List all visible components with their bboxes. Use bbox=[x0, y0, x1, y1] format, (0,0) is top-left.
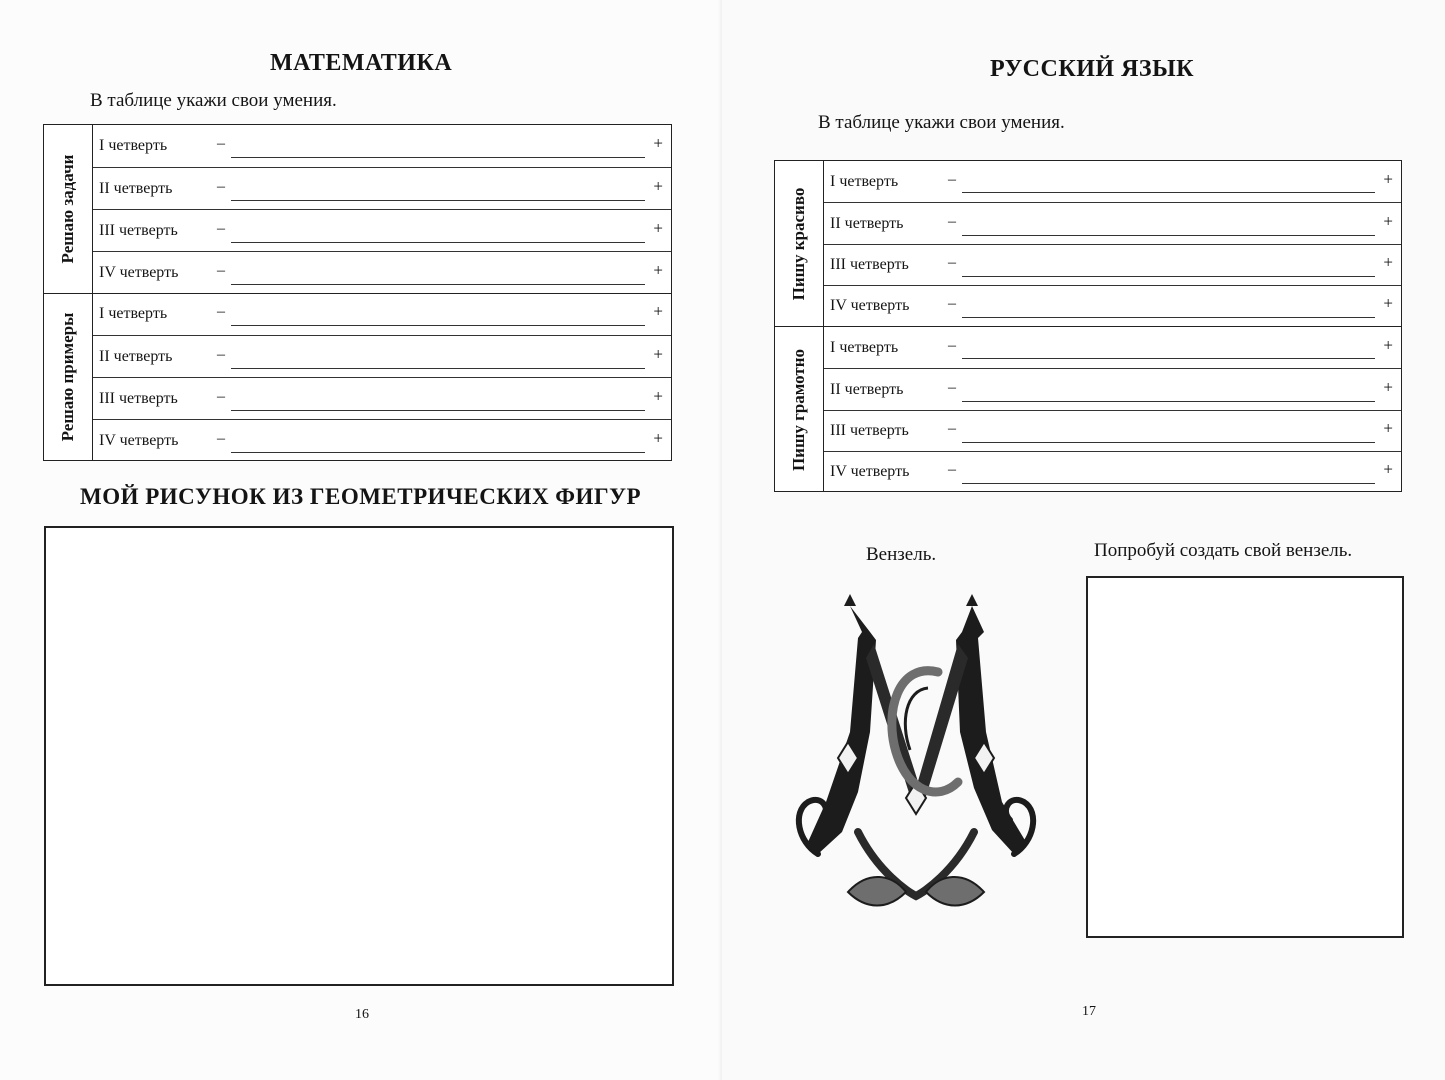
monogram-caption: Вензель. bbox=[866, 544, 937, 565]
rating-scale-line[interactable] bbox=[962, 317, 1375, 318]
quarter-label: I четверть bbox=[99, 305, 168, 323]
minus-sign: – bbox=[217, 219, 225, 237]
quarter-label: I четверть bbox=[830, 338, 899, 356]
page-number-right: 17 bbox=[1082, 1004, 1096, 1019]
monogram-c-inner bbox=[905, 688, 928, 750]
rating-scale-line[interactable] bbox=[962, 235, 1375, 236]
monogram-left-finial bbox=[844, 594, 856, 606]
minus-sign: – bbox=[948, 295, 956, 313]
skill-row bbox=[93, 125, 671, 167]
minus-sign: – bbox=[217, 135, 225, 153]
plus-sign: + bbox=[653, 302, 663, 322]
plus-sign: + bbox=[1383, 418, 1393, 438]
rating-scale-line[interactable] bbox=[231, 200, 645, 201]
monogram-drawing-area[interactable] bbox=[1086, 576, 1404, 938]
rating-scale-line[interactable] bbox=[962, 276, 1375, 277]
plus-sign: + bbox=[1383, 293, 1393, 313]
page-number-left: 16 bbox=[355, 1007, 369, 1022]
skill-group-label-cell bbox=[775, 327, 824, 492]
quarter-label: II четверть bbox=[830, 214, 904, 232]
plus-sign: + bbox=[653, 344, 663, 364]
plus-sign: + bbox=[653, 260, 663, 280]
rating-scale-line[interactable] bbox=[231, 325, 645, 326]
skill-group bbox=[44, 293, 671, 462]
plus-sign: + bbox=[653, 133, 663, 153]
plus-sign: + bbox=[1383, 335, 1393, 355]
skill-group-label: Решаю примеры bbox=[58, 312, 77, 442]
monogram-right-finial bbox=[966, 594, 978, 606]
plus-sign: + bbox=[653, 176, 663, 196]
minus-sign: – bbox=[217, 303, 225, 321]
quarter-label: II четверть bbox=[99, 179, 173, 197]
rating-scale-line[interactable] bbox=[962, 442, 1375, 443]
skill-row bbox=[824, 451, 1401, 493]
minus-sign: – bbox=[948, 213, 956, 231]
skill-row bbox=[824, 202, 1401, 244]
quarter-label: III четверть bbox=[830, 256, 909, 274]
drawing-title: МОЙ РИСУНОК ИЗ ГЕОМЕТРИЧЕСКИХ ФИГУР bbox=[80, 484, 642, 509]
skill-row bbox=[93, 419, 671, 462]
quarter-label: III четверть bbox=[99, 221, 178, 239]
skill-group-label-cell bbox=[44, 125, 93, 293]
plus-sign: + bbox=[1383, 211, 1393, 231]
quarter-label: IV четверть bbox=[830, 463, 910, 481]
quarter-label: IV четверть bbox=[830, 297, 910, 315]
skills-table-russian bbox=[774, 160, 1402, 492]
rating-scale-line[interactable] bbox=[231, 368, 645, 369]
skill-row bbox=[824, 368, 1401, 410]
minus-sign: – bbox=[217, 346, 225, 364]
quarter-label: II четверть bbox=[99, 348, 173, 366]
rating-scale-line[interactable] bbox=[962, 358, 1375, 359]
minus-sign: – bbox=[948, 379, 956, 397]
minus-sign: – bbox=[948, 420, 956, 438]
skill-group bbox=[44, 125, 671, 293]
left-page bbox=[0, 0, 722, 1080]
skill-group-label-cell bbox=[44, 294, 93, 462]
skill-row bbox=[93, 377, 671, 420]
right-page bbox=[722, 0, 1445, 1080]
minus-sign: – bbox=[948, 254, 956, 272]
plus-sign: + bbox=[653, 428, 663, 448]
skill-row bbox=[93, 294, 671, 336]
skill-group bbox=[775, 161, 1401, 326]
minus-sign: – bbox=[948, 461, 956, 479]
skill-row bbox=[824, 410, 1401, 452]
minus-sign: – bbox=[217, 178, 225, 196]
skill-group-label: Пишу красиво bbox=[789, 187, 808, 300]
rating-scale-line[interactable] bbox=[231, 157, 645, 158]
plus-sign: + bbox=[653, 386, 663, 406]
skill-row bbox=[93, 335, 671, 378]
skill-row bbox=[824, 327, 1401, 368]
monogram-image bbox=[788, 592, 1048, 922]
rating-scale-line[interactable] bbox=[231, 242, 645, 243]
rating-scale-line[interactable] bbox=[962, 401, 1375, 402]
quarter-label: II четверть bbox=[830, 380, 904, 398]
skill-group-label: Решаю задачи bbox=[58, 154, 77, 264]
drawing-area[interactable] bbox=[44, 526, 674, 986]
plus-sign: + bbox=[1383, 377, 1393, 397]
skills-table-math bbox=[43, 124, 672, 461]
quarter-label: IV четверть bbox=[99, 432, 179, 450]
instruction-math: В таблице укажи свои умения. bbox=[90, 90, 337, 111]
skill-row bbox=[824, 244, 1401, 286]
skill-row bbox=[93, 209, 671, 252]
rating-scale-line[interactable] bbox=[231, 284, 645, 285]
rating-scale-line[interactable] bbox=[962, 483, 1375, 484]
quarter-label: I четверть bbox=[830, 172, 899, 190]
minus-sign: – bbox=[948, 336, 956, 354]
plus-sign: + bbox=[653, 218, 663, 238]
page-title-math: МАТЕМАТИКА bbox=[270, 50, 453, 76]
rating-scale-line[interactable] bbox=[231, 452, 645, 453]
monogram-left-leg bbox=[808, 606, 876, 854]
skill-row bbox=[93, 251, 671, 294]
try-monogram-caption: Попробуй создать свой вензель. bbox=[1094, 540, 1353, 561]
quarter-label: IV четверть bbox=[99, 263, 179, 281]
plus-sign: + bbox=[1383, 252, 1393, 272]
minus-sign: – bbox=[217, 430, 225, 448]
rating-scale-line[interactable] bbox=[231, 410, 645, 411]
skill-row bbox=[93, 167, 671, 210]
skill-row bbox=[824, 285, 1401, 327]
instruction-russian: В таблице укажи свои умения. bbox=[818, 112, 1065, 133]
plus-sign: + bbox=[1383, 169, 1393, 189]
skill-row bbox=[824, 161, 1401, 202]
plus-sign: + bbox=[1383, 459, 1393, 479]
monogram-right-leg bbox=[956, 606, 1026, 854]
skill-group bbox=[775, 326, 1401, 492]
minus-sign: – bbox=[217, 388, 225, 406]
rating-scale-line[interactable] bbox=[962, 192, 1375, 193]
minus-sign: – bbox=[217, 261, 225, 279]
minus-sign: – bbox=[948, 170, 956, 188]
skill-group-label-cell bbox=[775, 161, 824, 326]
quarter-label: I четверть bbox=[99, 136, 168, 154]
skill-group-label: Пишу грамотно bbox=[789, 348, 808, 471]
quarter-label: III четверть bbox=[830, 422, 909, 440]
page-title-russian: РУССКИЙ ЯЗЫК bbox=[990, 56, 1195, 82]
quarter-label: III четверть bbox=[99, 390, 178, 408]
